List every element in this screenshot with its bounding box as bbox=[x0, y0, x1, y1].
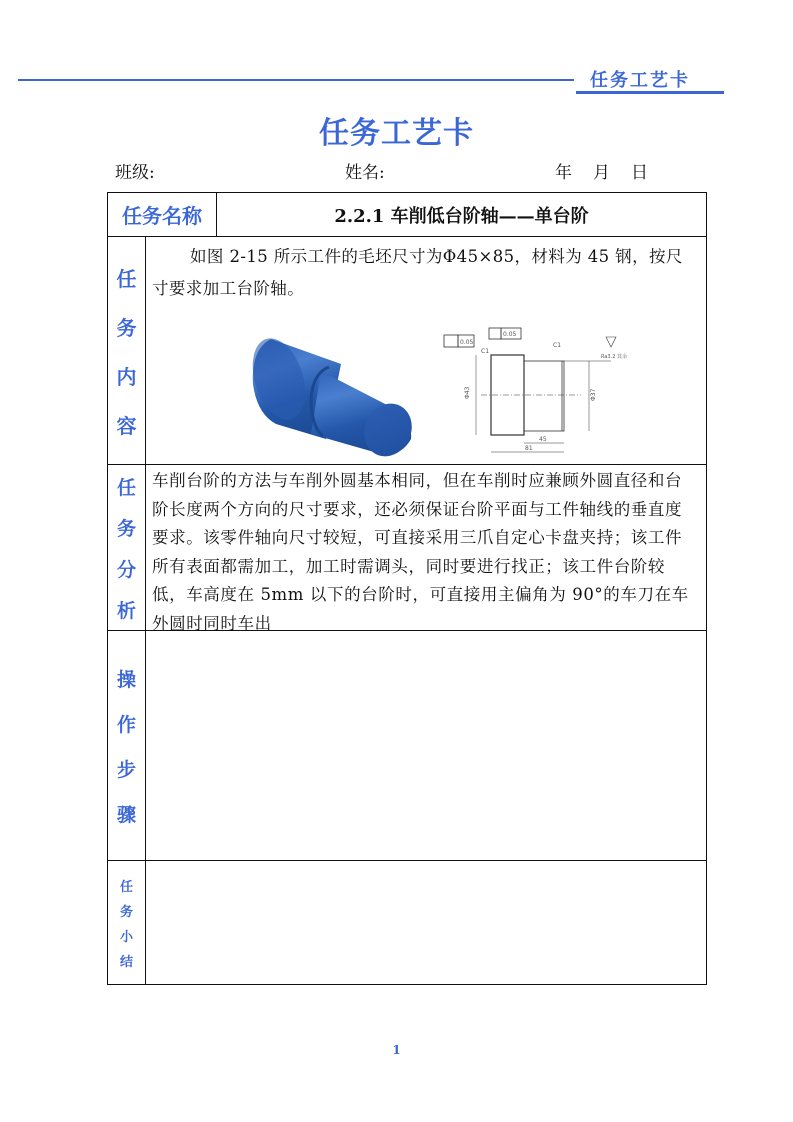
class-label: 班级: bbox=[115, 163, 155, 183]
label-char: 析 bbox=[116, 599, 136, 622]
small-diameter-dim: Φ37 bbox=[590, 388, 597, 401]
name-label: 姓名: bbox=[345, 163, 385, 183]
shaft-3d-model-icon bbox=[241, 329, 416, 459]
large-diameter-dim: Φ43 bbox=[464, 386, 471, 399]
task-name-label: 任务名称 bbox=[108, 193, 217, 236]
task-content-label bbox=[108, 237, 146, 464]
flatness-tolerance-value: 0.05 bbox=[460, 339, 474, 346]
label-char: 任 bbox=[116, 266, 137, 291]
task-name-row bbox=[108, 193, 706, 236]
label-char: 任 bbox=[119, 879, 133, 895]
parallel-tolerance-value: 0.05 bbox=[503, 331, 517, 338]
label-char: 步 bbox=[116, 758, 136, 781]
label-char: 骤 bbox=[116, 803, 136, 826]
step-length-dim: 45 bbox=[539, 436, 547, 443]
total-length-dim: 81 bbox=[525, 445, 533, 452]
document-title: 任务工艺卡 bbox=[319, 116, 474, 151]
task-summary-cell[interactable] bbox=[146, 861, 706, 984]
process-card-table bbox=[107, 192, 707, 985]
label-char: 分 bbox=[116, 558, 136, 581]
label-char: 结 bbox=[119, 954, 133, 970]
task-analysis-text: 车削台阶的方法与车削外圆基本相同，但在车削时应兼顾外圆直径和台阶长度两个方向的尺寸要求，还必须保证台阶平面与工件轴线的垂直度要求。该零件轴向尺寸较短，可直接采用三爪自定心卡盘夹持；该工件所有表面都需加工，加工时需调头，同时要进行找正；该工件台阶较低，车高度在 5mm 以下的台阶时，可直接用主偏角为 90°的车刀在车外圆时同时车出 bbox=[152, 471, 689, 633]
page-number: 1 bbox=[392, 1043, 401, 1057]
shaft-engineering-drawing bbox=[441, 325, 641, 455]
task-summary-label bbox=[108, 861, 146, 984]
task-content-text: 如图 2-15 所示工件的毛坯尺寸为Φ45×85，材料为 45 钢，按尺寸要求加工台阶轴。 bbox=[152, 247, 683, 298]
task-name-value: 2.2.1 车削低台阶轴——单台阶 bbox=[334, 205, 589, 227]
label-char: 操 bbox=[116, 668, 136, 691]
task-summary-row bbox=[108, 860, 706, 984]
label-char: 任 bbox=[116, 476, 136, 499]
operation-steps-row bbox=[108, 630, 706, 860]
operation-steps-cell[interactable] bbox=[146, 631, 706, 860]
chamfer-left-label: C1 bbox=[481, 348, 490, 355]
label-char: 务 bbox=[119, 904, 133, 920]
date-label: 年 月 日 bbox=[555, 163, 650, 183]
label-char: 容 bbox=[116, 413, 137, 438]
header-rule bbox=[18, 79, 574, 81]
running-header-title: 任务工艺卡 bbox=[590, 70, 690, 91]
task-content-row bbox=[108, 236, 706, 464]
task-analysis-label bbox=[108, 465, 146, 630]
operation-steps-label bbox=[108, 631, 146, 860]
label-char: 作 bbox=[116, 713, 136, 736]
label-char: 内 bbox=[116, 364, 137, 389]
task-content-cell bbox=[146, 237, 706, 464]
label-char: 务 bbox=[116, 315, 137, 340]
roughness-note: Ra3.2 其余 bbox=[601, 354, 627, 360]
chamfer-right-label: C1 bbox=[553, 342, 562, 349]
label-char: 务 bbox=[116, 517, 136, 540]
task-analysis-cell bbox=[146, 465, 706, 633]
label-char: 小 bbox=[119, 929, 133, 945]
task-analysis-row bbox=[108, 464, 706, 633]
header-underline bbox=[576, 91, 724, 94]
